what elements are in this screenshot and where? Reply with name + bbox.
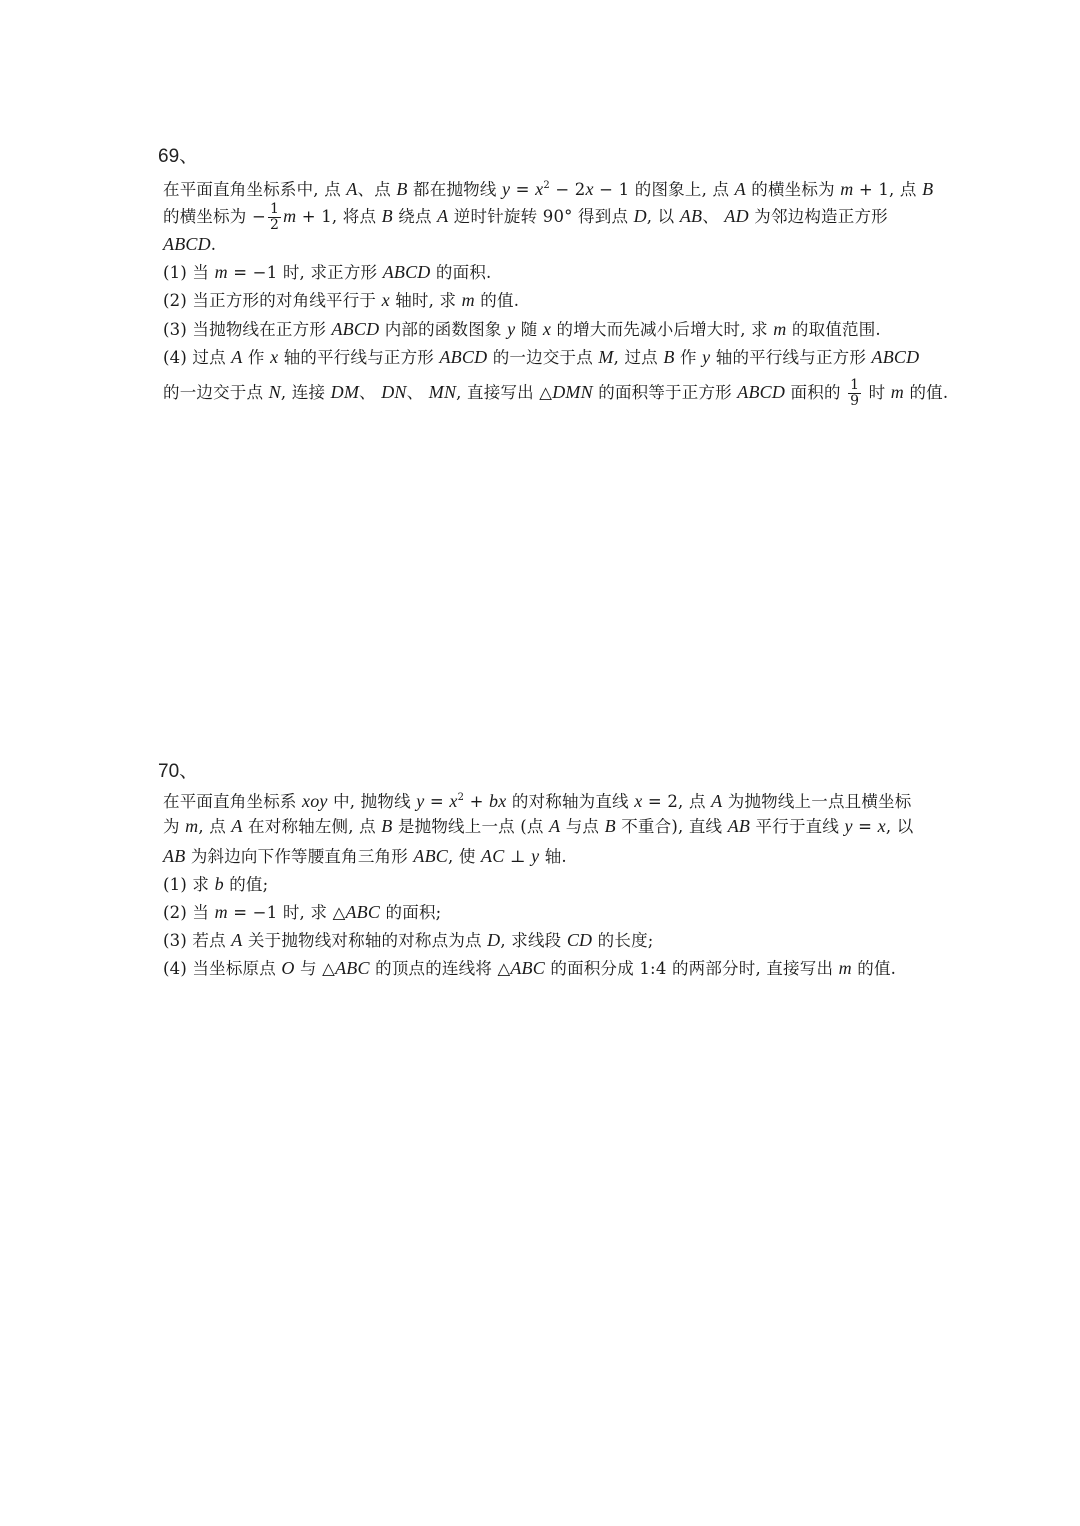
text: 随 <box>515 320 543 339</box>
text: = −1 时, 求 △ <box>227 903 346 922</box>
text: 的一边交于点 <box>487 348 599 367</box>
text: 的横坐标为 <box>745 180 841 199</box>
var: m <box>214 902 228 922</box>
text: 不重合), 直线 <box>615 817 728 836</box>
var: A <box>549 816 561 836</box>
text: 的值. <box>474 291 520 310</box>
text: 的值; <box>223 875 269 894</box>
problem-70-line-1 <box>163 787 983 813</box>
text: , 以 <box>646 207 680 226</box>
text: − 1 的图象上, 点 <box>593 180 735 199</box>
var: m <box>283 206 297 226</box>
problem-70-question-4 <box>163 957 983 980</box>
var: AC <box>481 846 505 866</box>
var: ABCD <box>871 347 920 367</box>
text: 与点 <box>560 817 605 836</box>
text: . <box>210 235 217 254</box>
text: 与 △ <box>294 959 336 978</box>
text: = <box>852 817 878 836</box>
text: 作 <box>242 348 271 367</box>
text: 内部的函数图象 <box>379 320 508 339</box>
var: D <box>487 930 501 950</box>
var: y <box>844 816 853 836</box>
problem-70-question-1 <box>163 873 983 896</box>
text: 时 <box>863 383 891 402</box>
text: , 求线段 <box>500 931 567 950</box>
var: y <box>702 347 711 367</box>
var: A <box>437 206 449 226</box>
var: B <box>381 816 393 836</box>
var: x <box>270 347 279 367</box>
var: A <box>711 791 723 811</box>
text: (4) 过点 <box>163 348 232 367</box>
exponent: 2 <box>543 180 550 191</box>
var: B <box>604 816 616 836</box>
var: A <box>734 179 746 199</box>
text: 、 <box>406 383 429 402</box>
var: B <box>922 179 934 199</box>
text: , 使 <box>448 847 482 866</box>
text: , 直接写出 △ <box>456 383 553 402</box>
text: 的值. <box>904 383 949 402</box>
text: = <box>424 792 450 811</box>
var: y <box>531 846 540 866</box>
text: = 2, 点 <box>642 792 712 811</box>
var: DMN <box>552 382 593 402</box>
text: , 点 <box>198 817 232 836</box>
var: bx <box>489 791 507 811</box>
var: m <box>214 262 228 282</box>
var: y <box>416 791 425 811</box>
text: (3) 当抛物线在正方形 <box>163 320 332 339</box>
var: x <box>381 290 390 310</box>
problem-70-question-2 <box>163 901 983 924</box>
problem-70-line-3 <box>163 845 983 868</box>
text: 平行于直线 <box>750 817 845 836</box>
text: 的面积; <box>380 903 442 922</box>
text: = −1 时, 求正方形 <box>227 263 383 282</box>
text: , 过点 <box>613 348 664 367</box>
problem-number: 70、 <box>158 761 199 782</box>
text: (2) 当 <box>163 903 215 922</box>
text: 的值. <box>851 959 897 978</box>
denominator: 2 <box>269 217 280 233</box>
var: m <box>185 816 199 836</box>
var: AB <box>727 816 751 836</box>
text: 的一边交于点 <box>163 383 269 402</box>
text: 为抛物线上一点且横坐标 <box>722 792 912 811</box>
var: A <box>231 347 243 367</box>
text: + 1, 将点 <box>296 207 382 226</box>
var: O <box>281 958 295 978</box>
var: x <box>877 816 886 836</box>
text: 的横坐标为 − <box>163 207 266 226</box>
problem-69-question-2 <box>163 289 983 312</box>
var: b <box>214 874 224 894</box>
var: m <box>838 958 852 978</box>
text: 、点 <box>357 180 397 199</box>
problem-69-question-3 <box>163 318 983 341</box>
text: 都在抛物线 <box>407 180 502 199</box>
problem-69-line-2 <box>163 202 983 233</box>
problem-69-question-4-line-2 <box>163 378 983 409</box>
var: D <box>633 206 647 226</box>
var: DM <box>330 382 360 402</box>
text: 轴的平行线与正方形 <box>278 348 440 367</box>
numerator: 1 <box>850 377 860 393</box>
fraction <box>848 378 861 409</box>
var: m <box>890 382 904 402</box>
text: 轴时, 求 <box>389 291 462 310</box>
problem-70-line-2 <box>163 815 983 838</box>
text: 的长度; <box>592 931 654 950</box>
var: m <box>461 290 475 310</box>
problem-70-question-3 <box>163 929 983 952</box>
var: DN <box>381 382 407 402</box>
text: ⊥ <box>504 847 532 866</box>
text: 、 <box>702 207 725 226</box>
var: xoy <box>302 791 328 811</box>
text: 的面积分成 1:4 的两部分时, 直接写出 <box>544 959 839 978</box>
var: A <box>231 816 243 836</box>
text: (1) 当 <box>163 263 215 282</box>
text: 中, 抛物线 <box>327 792 417 811</box>
var: M <box>598 347 614 367</box>
text: 的增大而先减小后增大时, 求 <box>551 320 774 339</box>
text: , 连接 <box>280 383 331 402</box>
text: + 1, 点 <box>853 180 923 199</box>
var: CD <box>566 930 593 950</box>
text: 为 <box>163 817 186 836</box>
var: m <box>773 319 787 339</box>
text: = <box>510 180 536 199</box>
text: 的面积等于正方形 <box>592 383 738 402</box>
var: x <box>542 319 552 339</box>
exponent: 2 <box>457 792 465 803</box>
var: y <box>502 179 511 199</box>
text: 在对称轴左侧, 点 <box>242 817 382 836</box>
var: ABC <box>345 902 381 922</box>
text: 为邻边构造正方形 <box>748 207 888 226</box>
var: ABCD <box>737 382 786 402</box>
text: 是抛物线上一点 (点 <box>392 817 550 836</box>
var: x <box>449 791 458 811</box>
var: B <box>663 347 675 367</box>
text: 在平面直角坐标系中, 点 <box>163 180 347 199</box>
var: ABCD <box>382 262 431 282</box>
text: 的对称轴为直线 <box>506 792 635 811</box>
var: AB <box>679 206 703 226</box>
text: 作 <box>674 348 703 367</box>
text: (1) 求 <box>163 875 215 894</box>
problem-69-question-1 <box>163 261 983 284</box>
var: AB <box>163 846 186 866</box>
var: ABC <box>413 846 448 866</box>
var: ABC <box>510 958 545 978</box>
var: ABCD <box>163 234 211 254</box>
var: ABCD <box>331 319 380 339</box>
text: 面积的 <box>785 383 847 402</box>
problem-69-line-3 <box>163 233 983 256</box>
text: 为斜边向下作等腰直角三角形 <box>185 847 414 866</box>
var: x <box>535 179 544 199</box>
var: y <box>507 319 516 339</box>
var: ABC <box>335 958 370 978</box>
var: A <box>231 930 243 950</box>
text: + <box>464 792 490 811</box>
var: x <box>585 179 594 199</box>
text: (4) 当坐标原点 <box>163 959 282 978</box>
var: B <box>381 206 393 226</box>
var: A <box>346 179 358 199</box>
text: , 以 <box>885 817 914 836</box>
var: ABCD <box>439 347 488 367</box>
text: 的取值范围. <box>786 320 881 339</box>
problem-69-line-1 <box>163 175 983 201</box>
text: (2) 当正方形的对角线平行于 <box>163 291 382 310</box>
problem-69-question-4-line-1 <box>163 346 983 369</box>
numerator: 1 <box>269 201 280 217</box>
var: B <box>396 179 408 199</box>
text: − 2 <box>549 180 586 199</box>
text: 绕点 <box>392 207 438 226</box>
text: 逆时针旋转 90° 得到点 <box>448 207 634 226</box>
text: 轴. <box>539 847 567 866</box>
var: m <box>840 179 854 199</box>
var: AD <box>724 206 749 226</box>
text: 关于抛物线对称轴的对称点为点 <box>242 931 488 950</box>
text: 、 <box>359 383 382 402</box>
problem-number: 69、 <box>158 146 199 167</box>
text: 轴的平行线与正方形 <box>710 348 872 367</box>
var: x <box>634 791 643 811</box>
text: 的面积. <box>430 263 492 282</box>
denominator: 9 <box>850 393 860 409</box>
text: 在平面直角坐标系 <box>163 792 303 811</box>
var: MN <box>428 382 457 402</box>
fraction <box>268 202 281 233</box>
text: (3) 若点 <box>163 931 232 950</box>
text: 的顶点的连线将 △ <box>369 959 511 978</box>
var: N <box>268 382 281 402</box>
